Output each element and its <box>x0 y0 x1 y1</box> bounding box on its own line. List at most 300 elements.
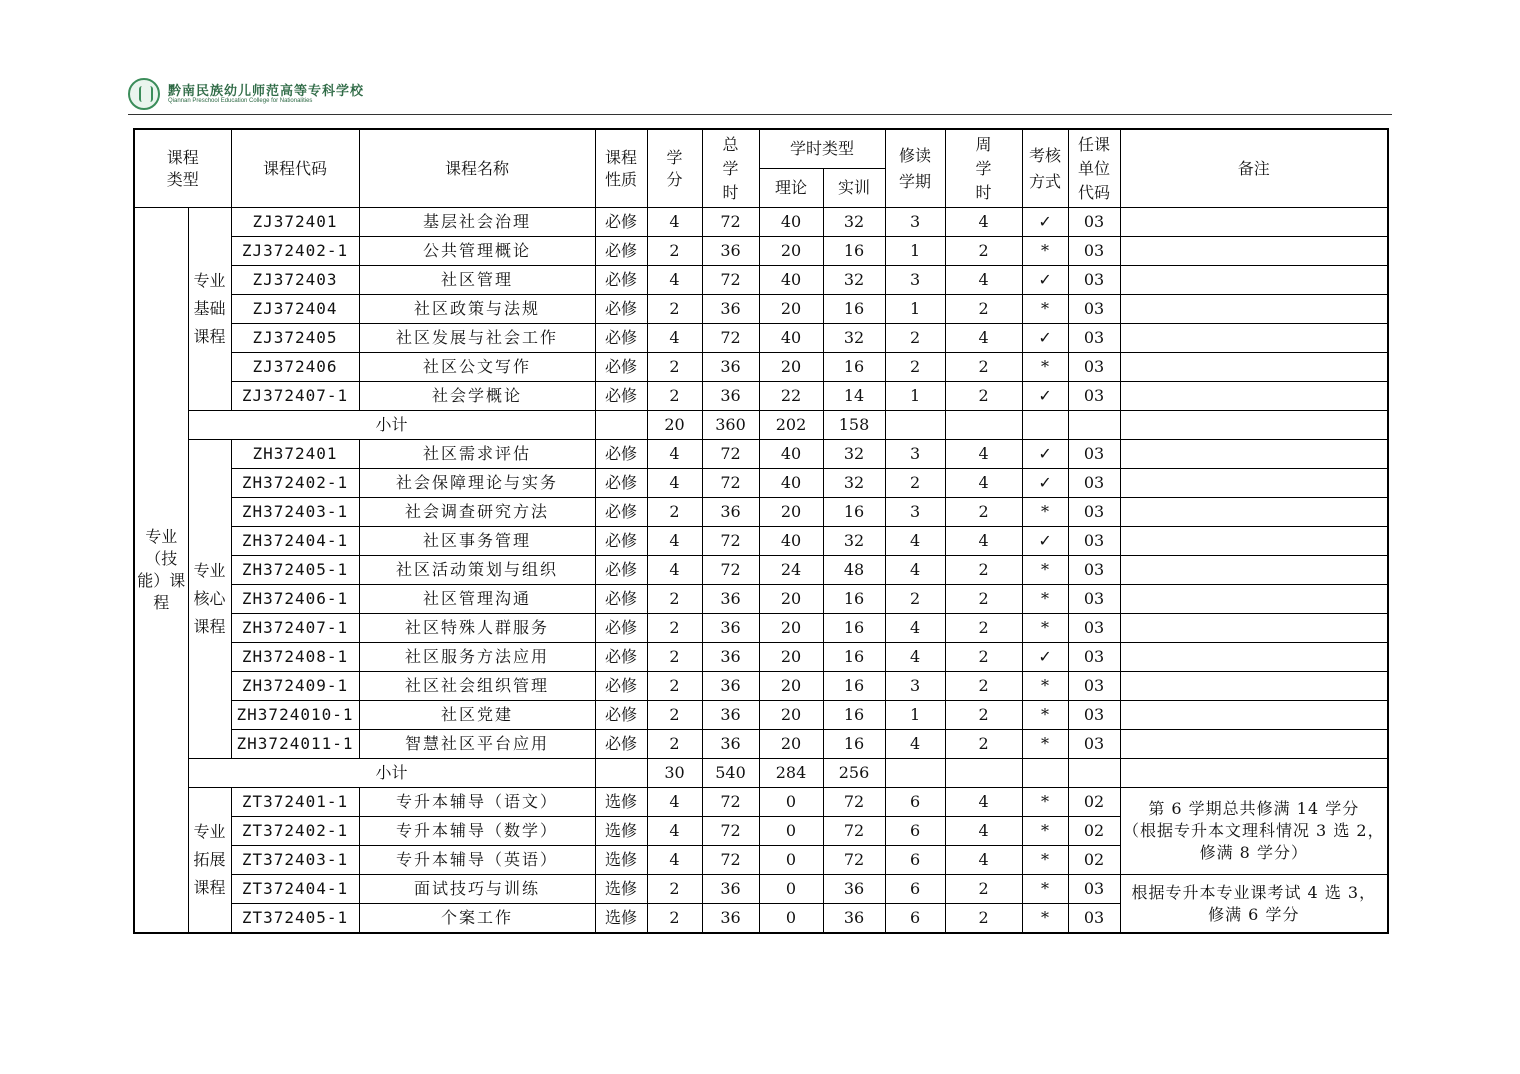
cell-credits: 4 <box>647 556 702 585</box>
cell-name: 社区党建 <box>359 701 595 730</box>
cell-code: ZJ372403 <box>231 266 359 295</box>
cell-total: 36 <box>702 382 759 411</box>
cell-theory: 20 <box>759 498 823 527</box>
cell-empty <box>1022 411 1068 440</box>
cell-theory: 0 <box>759 817 823 846</box>
cell-weekly: 2 <box>945 672 1022 701</box>
table-row <box>134 353 1388 382</box>
cell-theory: 20 <box>759 672 823 701</box>
cell-practice: 32 <box>823 208 885 237</box>
cell-assessment: ✓ <box>1022 469 1068 498</box>
cell-theory: 20 <box>759 237 823 266</box>
cell-credits: 4 <box>647 324 702 353</box>
remark-note: 第 6 学期总共修满 14 学分 （根据专升本文理科情况 3 选 2， 修满 8 学分） <box>1120 788 1388 875</box>
cell-weekly: 4 <box>945 469 1022 498</box>
group-label: 专业 基础 课程 <box>188 208 231 411</box>
cell-assessment: * <box>1022 846 1068 875</box>
cell-empty <box>1068 411 1120 440</box>
cell-theory: 40 <box>759 208 823 237</box>
cell-practice: 48 <box>823 556 885 585</box>
cell-weekly: 4 <box>945 266 1022 295</box>
cell-total: 72 <box>702 788 759 817</box>
cell-total: 72 <box>702 440 759 469</box>
table-row <box>134 469 1388 498</box>
cell-unit: 03 <box>1068 498 1120 527</box>
cell-assessment: * <box>1022 788 1068 817</box>
cell-nature: 必修 <box>595 730 647 759</box>
cell-name: 社会调查研究方法 <box>359 498 595 527</box>
cell-name: 社区活动策划与组织 <box>359 556 595 585</box>
cell-total: 36 <box>702 701 759 730</box>
cell-assessment: * <box>1022 556 1068 585</box>
cell-assessment: * <box>1022 730 1068 759</box>
cell-name: 社区管理 <box>359 266 595 295</box>
cell-theory: 40 <box>759 527 823 556</box>
cell-weekly: 2 <box>945 614 1022 643</box>
cell-name: 公共管理概论 <box>359 237 595 266</box>
cell-unit: 03 <box>1068 527 1120 556</box>
cell-code: ZH372409-1 <box>231 672 359 701</box>
cell-empty <box>945 411 1022 440</box>
cell-total: 72 <box>702 527 759 556</box>
cell-weekly: 4 <box>945 324 1022 353</box>
subtotal-row <box>134 759 1388 788</box>
cell-weekly: 2 <box>945 643 1022 672</box>
cell-name: 社区服务方法应用 <box>359 643 595 672</box>
subtotal-practice: 158 <box>823 411 885 440</box>
header-weekly-hours: 周 学 时 <box>945 129 1022 208</box>
cell-theory: 0 <box>759 788 823 817</box>
header-assessment: 考核 方式 <box>1022 129 1068 208</box>
cell-remarks <box>1120 382 1388 411</box>
cell-theory: 20 <box>759 614 823 643</box>
cell-name: 基层社会治理 <box>359 208 595 237</box>
cell-remarks <box>1120 585 1388 614</box>
cell-theory: 20 <box>759 353 823 382</box>
header-course-nature: 课程 性质 <box>595 129 647 208</box>
cell-weekly: 4 <box>945 846 1022 875</box>
cell-total: 72 <box>702 556 759 585</box>
cell-assessment: ✓ <box>1022 382 1068 411</box>
cell-semester: 6 <box>885 904 945 934</box>
cell-weekly: 2 <box>945 556 1022 585</box>
cell-unit: 03 <box>1068 556 1120 585</box>
cell-code: ZJ372404 <box>231 295 359 324</box>
cell-credits: 4 <box>647 846 702 875</box>
cell-semester: 6 <box>885 817 945 846</box>
school-emblem-icon <box>128 78 160 110</box>
cell-practice: 16 <box>823 585 885 614</box>
cell-weekly: 2 <box>945 295 1022 324</box>
cell-name: 智慧社区平台应用 <box>359 730 595 759</box>
school-logo <box>128 76 365 112</box>
cell-name: 社区发展与社会工作 <box>359 324 595 353</box>
table-row <box>134 295 1388 324</box>
subtotal-credits: 30 <box>647 759 702 788</box>
subtotal-total: 360 <box>702 411 759 440</box>
cell-remarks <box>1120 295 1388 324</box>
cell-code: ZT372402-1 <box>231 817 359 846</box>
subtotal-label: 小计 <box>188 411 595 440</box>
table-row <box>134 237 1388 266</box>
school-name-english: Qiannan Preschool Education College for Nationalities <box>168 98 313 104</box>
cell-semester: 1 <box>885 295 945 324</box>
cell-nature: 必修 <box>595 208 647 237</box>
cell-unit: 03 <box>1068 440 1120 469</box>
cell-weekly: 4 <box>945 440 1022 469</box>
cell-total: 36 <box>702 875 759 904</box>
cell-nature: 选修 <box>595 817 647 846</box>
cell-weekly: 4 <box>945 788 1022 817</box>
cell-code: ZT372403-1 <box>231 846 359 875</box>
cell-semester: 3 <box>885 672 945 701</box>
header-course-name: 课程名称 <box>359 129 595 208</box>
header-course-type: 课程 类型 <box>134 129 231 208</box>
cell-nature: 必修 <box>595 324 647 353</box>
cell-assessment: ✓ <box>1022 440 1068 469</box>
cell-unit: 03 <box>1068 904 1120 934</box>
cell-empty <box>885 759 945 788</box>
cell-total: 36 <box>702 353 759 382</box>
header-practice: 实训 <box>823 169 885 208</box>
cell-remarks <box>1120 208 1388 237</box>
cell-code: ZH372404-1 <box>231 527 359 556</box>
cell-weekly: 2 <box>945 730 1022 759</box>
cell-code: ZJ372406 <box>231 353 359 382</box>
cell-semester: 4 <box>885 527 945 556</box>
cell-semester: 1 <box>885 237 945 266</box>
cell-nature: 选修 <box>595 788 647 817</box>
cell-unit: 03 <box>1068 614 1120 643</box>
cell-semester: 2 <box>885 585 945 614</box>
cell-code: ZJ372402-1 <box>231 237 359 266</box>
cell-assessment: * <box>1022 585 1068 614</box>
cell-total: 36 <box>702 585 759 614</box>
cell-total: 36 <box>702 730 759 759</box>
cell-credits: 2 <box>647 498 702 527</box>
cell-name: 社区事务管理 <box>359 527 595 556</box>
cell-empty <box>1120 411 1388 440</box>
cell-unit: 03 <box>1068 266 1120 295</box>
cell-unit: 03 <box>1068 353 1120 382</box>
cell-name: 社区社会组织管理 <box>359 672 595 701</box>
cell-semester: 2 <box>885 353 945 382</box>
cell-practice: 32 <box>823 324 885 353</box>
cell-semester: 6 <box>885 875 945 904</box>
cell-practice: 32 <box>823 527 885 556</box>
cell-name: 专升本辅导（数学） <box>359 817 595 846</box>
cell-theory: 0 <box>759 875 823 904</box>
cell-weekly: 2 <box>945 875 1022 904</box>
cell-remarks <box>1120 266 1388 295</box>
cell-credits: 4 <box>647 469 702 498</box>
cell-empty <box>885 411 945 440</box>
cell-unit: 03 <box>1068 382 1120 411</box>
subtotal-total: 540 <box>702 759 759 788</box>
cell-name: 专升本辅导（英语） <box>359 846 595 875</box>
subtotal-theory: 284 <box>759 759 823 788</box>
cell-practice: 16 <box>823 672 885 701</box>
cell-code: ZH372401 <box>231 440 359 469</box>
cell-name: 社会学概论 <box>359 382 595 411</box>
cell-credits: 2 <box>647 672 702 701</box>
cell-credits: 2 <box>647 295 702 324</box>
cell-total: 36 <box>702 643 759 672</box>
cell-credits: 2 <box>647 875 702 904</box>
cell-total: 72 <box>702 817 759 846</box>
cell-code: ZH372402-1 <box>231 469 359 498</box>
cell-semester: 3 <box>885 498 945 527</box>
cell-name: 专升本辅导（语文） <box>359 788 595 817</box>
cell-weekly: 2 <box>945 382 1022 411</box>
cell-weekly: 2 <box>945 237 1022 266</box>
cell-weekly: 2 <box>945 498 1022 527</box>
cell-nature <box>595 759 647 788</box>
cell-nature: 必修 <box>595 701 647 730</box>
cell-remarks <box>1120 527 1388 556</box>
cell-credits: 4 <box>647 817 702 846</box>
cell-practice: 32 <box>823 440 885 469</box>
cell-remarks <box>1120 440 1388 469</box>
cell-semester: 3 <box>885 208 945 237</box>
cell-credits: 2 <box>647 701 702 730</box>
cell-nature: 必修 <box>595 672 647 701</box>
cell-practice: 36 <box>823 904 885 934</box>
cell-unit: 03 <box>1068 701 1120 730</box>
cell-credits: 2 <box>647 614 702 643</box>
cell-practice: 32 <box>823 266 885 295</box>
cell-total: 36 <box>702 237 759 266</box>
cell-nature <box>595 411 647 440</box>
cell-total: 36 <box>702 904 759 934</box>
cell-theory: 0 <box>759 846 823 875</box>
table-row <box>134 527 1388 556</box>
cell-theory: 20 <box>759 701 823 730</box>
cell-remarks <box>1120 614 1388 643</box>
table-row <box>134 788 1388 817</box>
cell-weekly: 4 <box>945 527 1022 556</box>
header-total-hours: 总 学 时 <box>702 129 759 208</box>
cell-nature: 必修 <box>595 498 647 527</box>
cell-practice: 16 <box>823 643 885 672</box>
cell-total: 36 <box>702 614 759 643</box>
cell-assessment: * <box>1022 817 1068 846</box>
header-remarks: 备注 <box>1120 129 1388 208</box>
table-row <box>134 701 1388 730</box>
cell-weekly: 2 <box>945 904 1022 934</box>
cell-total: 72 <box>702 469 759 498</box>
cell-remarks <box>1120 353 1388 382</box>
cell-semester: 4 <box>885 643 945 672</box>
cell-practice: 16 <box>823 353 885 382</box>
cell-unit: 03 <box>1068 643 1120 672</box>
cell-practice: 16 <box>823 614 885 643</box>
cell-code: ZH372408-1 <box>231 643 359 672</box>
cell-name: 个案工作 <box>359 904 595 934</box>
cell-semester: 4 <box>885 556 945 585</box>
header-credits: 学 分 <box>647 129 702 208</box>
cell-code: ZH372405-1 <box>231 556 359 585</box>
cell-nature: 必修 <box>595 469 647 498</box>
cell-semester: 1 <box>885 701 945 730</box>
cell-nature: 必修 <box>595 353 647 382</box>
cell-unit: 03 <box>1068 672 1120 701</box>
cell-theory: 20 <box>759 295 823 324</box>
cell-code: ZH372407-1 <box>231 614 359 643</box>
cell-remarks <box>1120 498 1388 527</box>
cell-code: ZH372403-1 <box>231 498 359 527</box>
cell-nature: 必修 <box>595 643 647 672</box>
cell-credits: 2 <box>647 237 702 266</box>
cell-theory: 40 <box>759 324 823 353</box>
cell-semester: 6 <box>885 846 945 875</box>
cell-remarks <box>1120 324 1388 353</box>
cell-practice: 72 <box>823 817 885 846</box>
table-row <box>134 382 1388 411</box>
cell-theory: 0 <box>759 904 823 934</box>
cell-practice: 72 <box>823 788 885 817</box>
cell-practice: 36 <box>823 875 885 904</box>
cell-theory: 20 <box>759 585 823 614</box>
table-row <box>134 614 1388 643</box>
cell-theory: 40 <box>759 469 823 498</box>
cell-empty <box>1068 759 1120 788</box>
group-label: 专业 核心 课程 <box>188 440 231 759</box>
cell-name: 社区需求评估 <box>359 440 595 469</box>
cell-name: 面试技巧与训练 <box>359 875 595 904</box>
cell-nature: 必修 <box>595 585 647 614</box>
cell-name: 社区政策与法规 <box>359 295 595 324</box>
cell-unit: 03 <box>1068 208 1120 237</box>
table-row <box>134 440 1388 469</box>
table-row <box>134 266 1388 295</box>
cell-code: ZJ372407-1 <box>231 382 359 411</box>
cell-nature: 必修 <box>595 237 647 266</box>
cell-unit: 03 <box>1068 237 1120 266</box>
cell-semester: 4 <box>885 614 945 643</box>
cell-credits: 4 <box>647 788 702 817</box>
cell-name: 社区公文写作 <box>359 353 595 382</box>
school-name: 黔南民族幼儿师范高等专科学校 <box>168 84 365 99</box>
cell-unit: 02 <box>1068 788 1120 817</box>
header-unit-code: 任课 单位 代码 <box>1068 129 1120 208</box>
cell-assessment: * <box>1022 237 1068 266</box>
cell-assessment: ✓ <box>1022 266 1068 295</box>
cell-assessment: * <box>1022 295 1068 324</box>
cell-nature: 必修 <box>595 295 647 324</box>
cell-code: ZH3724010-1 <box>231 701 359 730</box>
header-course-code: 课程代码 <box>231 129 359 208</box>
table-row <box>134 585 1388 614</box>
cell-code: ZH372406-1 <box>231 585 359 614</box>
cell-total: 72 <box>702 208 759 237</box>
cell-semester: 1 <box>885 382 945 411</box>
cell-remarks <box>1120 237 1388 266</box>
cell-credits: 2 <box>647 730 702 759</box>
cell-unit: 02 <box>1068 817 1120 846</box>
cell-assessment: * <box>1022 875 1068 904</box>
cell-empty <box>1022 759 1068 788</box>
cell-remarks <box>1120 672 1388 701</box>
table-row <box>134 643 1388 672</box>
table-row <box>134 875 1388 904</box>
cell-unit: 03 <box>1068 324 1120 353</box>
cell-assessment: ✓ <box>1022 208 1068 237</box>
cell-weekly: 2 <box>945 701 1022 730</box>
cell-unit: 03 <box>1068 469 1120 498</box>
cell-assessment: ✓ <box>1022 527 1068 556</box>
cell-credits: 2 <box>647 585 702 614</box>
cell-name: 社区特殊人群服务 <box>359 614 595 643</box>
cell-remarks <box>1120 643 1388 672</box>
table-row <box>134 498 1388 527</box>
cell-remarks <box>1120 469 1388 498</box>
category-cell: 专业 （技 能）课 程 <box>134 208 188 934</box>
header-theory: 理论 <box>759 169 823 208</box>
cell-code: ZT372405-1 <box>231 904 359 934</box>
cell-code: ZJ372401 <box>231 208 359 237</box>
header-hours-type: 学时类型 <box>759 129 885 169</box>
cell-total: 72 <box>702 846 759 875</box>
cell-total: 36 <box>702 672 759 701</box>
cell-credits: 2 <box>647 353 702 382</box>
cell-weekly: 2 <box>945 353 1022 382</box>
group-label: 专业 拓展 课程 <box>188 788 231 934</box>
subtotal-theory: 202 <box>759 411 823 440</box>
cell-theory: 20 <box>759 730 823 759</box>
cell-theory: 40 <box>759 440 823 469</box>
cell-nature: 必修 <box>595 440 647 469</box>
cell-theory: 20 <box>759 643 823 672</box>
cell-practice: 16 <box>823 701 885 730</box>
cell-semester: 4 <box>885 730 945 759</box>
cell-unit: 02 <box>1068 846 1120 875</box>
cell-nature: 必修 <box>595 614 647 643</box>
cell-unit: 03 <box>1068 585 1120 614</box>
subtotal-label: 小计 <box>188 759 595 788</box>
cell-remarks <box>1120 730 1388 759</box>
cell-assessment: * <box>1022 614 1068 643</box>
remark-note: 根据专升本专业课考试 4 选 3， 修满 6 学分 <box>1120 875 1388 934</box>
cell-semester: 3 <box>885 440 945 469</box>
cell-remarks <box>1120 556 1388 585</box>
cell-assessment: ✓ <box>1022 324 1068 353</box>
cell-practice: 16 <box>823 730 885 759</box>
cell-practice: 16 <box>823 237 885 266</box>
cell-unit: 03 <box>1068 295 1120 324</box>
cell-code: ZH3724011-1 <box>231 730 359 759</box>
cell-semester: 2 <box>885 469 945 498</box>
subtotal-credits: 20 <box>647 411 702 440</box>
cell-nature: 必修 <box>595 382 647 411</box>
header-semester: 修读 学期 <box>885 129 945 208</box>
cell-practice: 16 <box>823 498 885 527</box>
cell-theory: 22 <box>759 382 823 411</box>
table-row <box>134 324 1388 353</box>
cell-unit: 03 <box>1068 730 1120 759</box>
cell-empty <box>1120 759 1388 788</box>
cell-practice: 16 <box>823 295 885 324</box>
cell-theory: 40 <box>759 266 823 295</box>
cell-weekly: 4 <box>945 817 1022 846</box>
subtotal-practice: 256 <box>823 759 885 788</box>
cell-empty <box>945 759 1022 788</box>
cell-total: 72 <box>702 324 759 353</box>
cell-code: ZT372404-1 <box>231 875 359 904</box>
table-row <box>134 208 1388 237</box>
cell-theory: 24 <box>759 556 823 585</box>
cell-semester: 2 <box>885 324 945 353</box>
